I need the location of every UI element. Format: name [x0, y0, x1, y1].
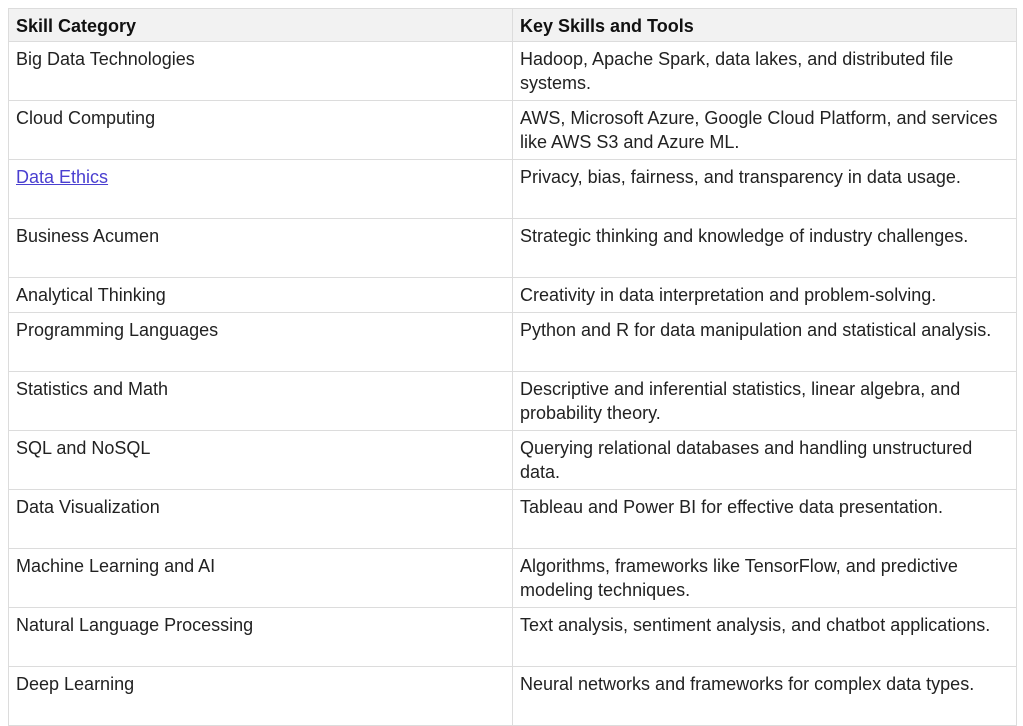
key-skills-cell: Descriptive and inferential statistics, linear algebra, and probability theory.: [513, 372, 1017, 431]
skill-category-cell: Machine Learning and AI: [9, 549, 513, 608]
table-row: [9, 372, 1017, 431]
key-skills-cell: Hadoop, Apache Spark, data lakes, and distributed file systems.: [513, 42, 1017, 101]
key-skills-cell: Python and R for data manipulation and statistical analysis.: [513, 313, 1017, 372]
table-row: [9, 278, 1017, 313]
skill-category-cell: Analytical Thinking: [9, 278, 513, 313]
header-key-skills: Key Skills and Tools: [513, 9, 1017, 42]
table-row: [9, 431, 1017, 490]
skill-category-cell: Data Visualization: [9, 490, 513, 549]
key-skills-cell: Text analysis, sentiment analysis, and chatbot applications.: [513, 608, 1017, 667]
key-skills-cell: Neural networks and frameworks for complex data types.: [513, 667, 1017, 726]
skill-category-cell: Programming Languages: [9, 313, 513, 372]
header-row: [9, 9, 1017, 42]
skill-category-cell: SQL and NoSQL: [9, 431, 513, 490]
table-row: [9, 101, 1017, 160]
table-row: [9, 490, 1017, 549]
table-row: [9, 549, 1017, 608]
table-row: [9, 313, 1017, 372]
key-skills-cell: Strategic thinking and knowledge of industry challenges.: [513, 219, 1017, 278]
table-row: [9, 219, 1017, 278]
skill-category-cell: Cloud Computing: [9, 101, 513, 160]
table-row: [9, 160, 1017, 219]
data-ethics-link[interactable]: Data Ethics: [16, 167, 109, 187]
skill-category-cell: [9, 160, 513, 219]
key-skills-cell: Tableau and Power BI for effective data presentation.: [513, 490, 1017, 549]
key-skills-cell: AWS, Microsoft Azure, Google Cloud Platform, and services like AWS S3 and Azure ML.: [513, 101, 1017, 160]
header-skill-category: Skill Category: [9, 9, 513, 42]
table-header: [9, 9, 1017, 42]
table-body: [9, 42, 1017, 726]
skills-table-container: [8, 8, 1016, 726]
key-skills-cell: Privacy, bias, fairness, and transparency in data usage.: [513, 160, 1017, 219]
skill-category-cell: Big Data Technologies: [9, 42, 513, 101]
key-skills-cell: Querying relational databases and handling unstructured data.: [513, 431, 1017, 490]
table-row: [9, 608, 1017, 667]
skill-category-cell: Statistics and Math: [9, 372, 513, 431]
table-row: [9, 667, 1017, 726]
skills-table: [8, 8, 1017, 726]
skill-category-cell: Business Acumen: [9, 219, 513, 278]
table-row: [9, 42, 1017, 101]
key-skills-cell: Creativity in data interpretation and problem-solving.: [513, 278, 1017, 313]
skill-category-cell: Natural Language Processing: [9, 608, 513, 667]
skill-category-cell: Deep Learning: [9, 667, 513, 726]
key-skills-cell: Algorithms, frameworks like TensorFlow, and predictive modeling techniques.: [513, 549, 1017, 608]
